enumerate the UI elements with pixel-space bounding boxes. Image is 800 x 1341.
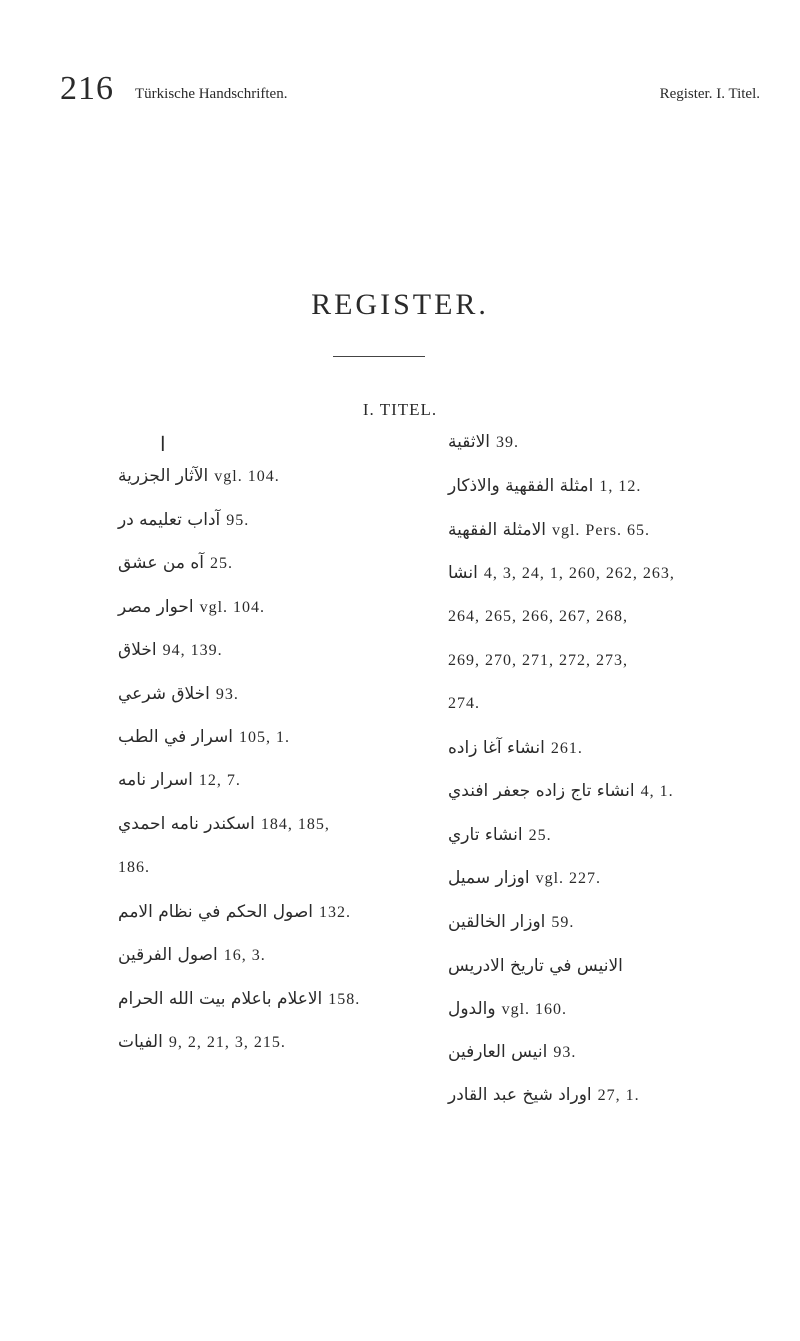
entry-reference: 158. — [328, 991, 361, 1008]
entry-continuation: 264, 265, 266, 267, 268, — [448, 608, 628, 625]
entry-title: انشاء تاري — [448, 825, 523, 845]
index-entry — [118, 597, 265, 618]
index-entry — [448, 999, 567, 1020]
index-entry — [448, 781, 674, 802]
title-divider — [333, 356, 425, 357]
index-entry — [118, 466, 280, 487]
entry-reference: vgl. 160. — [501, 1001, 568, 1018]
letter-heading: ا — [160, 432, 166, 456]
entry-title: احوار مصر — [118, 597, 194, 617]
entry-reference: vgl. Pers. 65. — [551, 522, 650, 539]
entry-reference: 16, 3. — [223, 947, 266, 964]
entry-reference: vgl. 227. — [535, 870, 602, 887]
entry-reference: 9, 2, 21, 3, 215. — [168, 1034, 286, 1051]
entry-reference: 132. — [319, 904, 352, 921]
entry-title: اوراد شيخ عبد القادر — [448, 1085, 592, 1105]
entry-reference: 95. — [226, 512, 250, 529]
index-entry — [448, 738, 583, 759]
entry-title: انشا — [448, 563, 478, 583]
index-entry — [118, 553, 233, 574]
entry-reference: 184, 185, — [260, 816, 330, 833]
entry-title: اصول الفرقين — [118, 945, 218, 965]
entry-reference: 4, 3, 24, 1, 260, 262, 263, — [483, 565, 675, 582]
index-entry — [118, 945, 266, 966]
index-entry — [118, 989, 360, 1010]
running-head-left: Türkische Handschriften. — [135, 86, 288, 102]
index-entry — [118, 770, 241, 791]
index-entry — [118, 1032, 286, 1053]
entry-title: اوزار الخالقين — [448, 912, 546, 932]
entry-reference: 59. — [551, 914, 575, 931]
entry-title: اصول الحكم في نظام الامم — [118, 902, 314, 922]
entry-reference: 4, 1. — [640, 783, 674, 800]
entry-title: انشاء تاج زاده جعفر افندي — [448, 781, 635, 801]
entry-reference: 94, 139. — [162, 642, 223, 659]
index-entry — [118, 727, 290, 748]
index-entry — [448, 1085, 640, 1106]
entry-title: اخلاق — [118, 640, 157, 660]
index-entry — [448, 1042, 576, 1063]
index-entry — [118, 684, 239, 705]
entry-reference: 105, 1. — [238, 729, 290, 746]
entry-title: اخلاق شرعي — [118, 684, 210, 704]
entry-title: الاعلام باعلام بيت الله الحرام — [118, 989, 323, 1009]
entry-reference: vgl. 104. — [214, 468, 280, 485]
index-entry — [118, 814, 330, 835]
entry-reference: 1, 12. — [599, 478, 642, 495]
register-title: REGISTER. — [311, 288, 489, 321]
entry-reference: 39. — [496, 434, 519, 451]
entry-title: الآثار الجزرية — [118, 466, 209, 486]
entry-title: انيس العارفين — [448, 1042, 548, 1062]
index-entry — [448, 520, 650, 541]
running-head-right: Register. I. Titel. — [659, 86, 760, 102]
index-entry — [448, 563, 675, 584]
index-entry — [448, 432, 519, 453]
entry-title: انشاء آغا زاده — [448, 738, 545, 758]
entry-title: الامثلة الفقهية — [448, 520, 546, 540]
entry-title: الاثقية — [448, 432, 490, 452]
running-head — [60, 72, 760, 112]
page-number: 216 — [60, 70, 114, 107]
entry-continuation: 269, 270, 271, 272, 273, — [448, 652, 628, 669]
index-entry — [448, 825, 552, 846]
index-entry — [448, 868, 601, 889]
entry-title: اسرار في الطب — [118, 727, 233, 747]
entry-reference: 93. — [553, 1044, 577, 1061]
index-entry — [118, 640, 223, 661]
entry-title: الفيات — [118, 1032, 163, 1052]
entry-title: الانيس في تاريخ الادريس — [448, 956, 623, 976]
index-entry — [448, 956, 629, 977]
entry-title: اسرار نامه — [118, 770, 193, 790]
entry-title: آداب تعليمه در — [118, 510, 221, 530]
index-entry — [118, 510, 249, 531]
entry-reference: vgl. 104. — [199, 599, 266, 616]
entry-reference: 93. — [215, 686, 239, 703]
index-entry — [448, 912, 574, 933]
entry-reference: 27, 1. — [597, 1087, 640, 1104]
entry-title: آه من عشق — [118, 553, 204, 573]
index-entry — [118, 902, 351, 923]
entry-reference: 261. — [550, 740, 583, 757]
entry-title: والدول — [448, 999, 496, 1019]
section-title: I. TITEL. — [362, 400, 438, 419]
entry-reference: 25. — [528, 827, 552, 844]
entry-title: اوزار سميل — [448, 868, 530, 888]
entry-continuation: 274. — [448, 695, 480, 712]
entry-reference: 12, 7. — [198, 772, 241, 789]
entry-continuation: 186. — [118, 859, 150, 876]
entry-reference: 25. — [209, 555, 233, 572]
index-entry — [448, 476, 641, 497]
entry-title: امثلة الفقهية والاذكار — [448, 476, 594, 496]
entry-title: اسكندر نامه احمدي — [118, 814, 255, 834]
